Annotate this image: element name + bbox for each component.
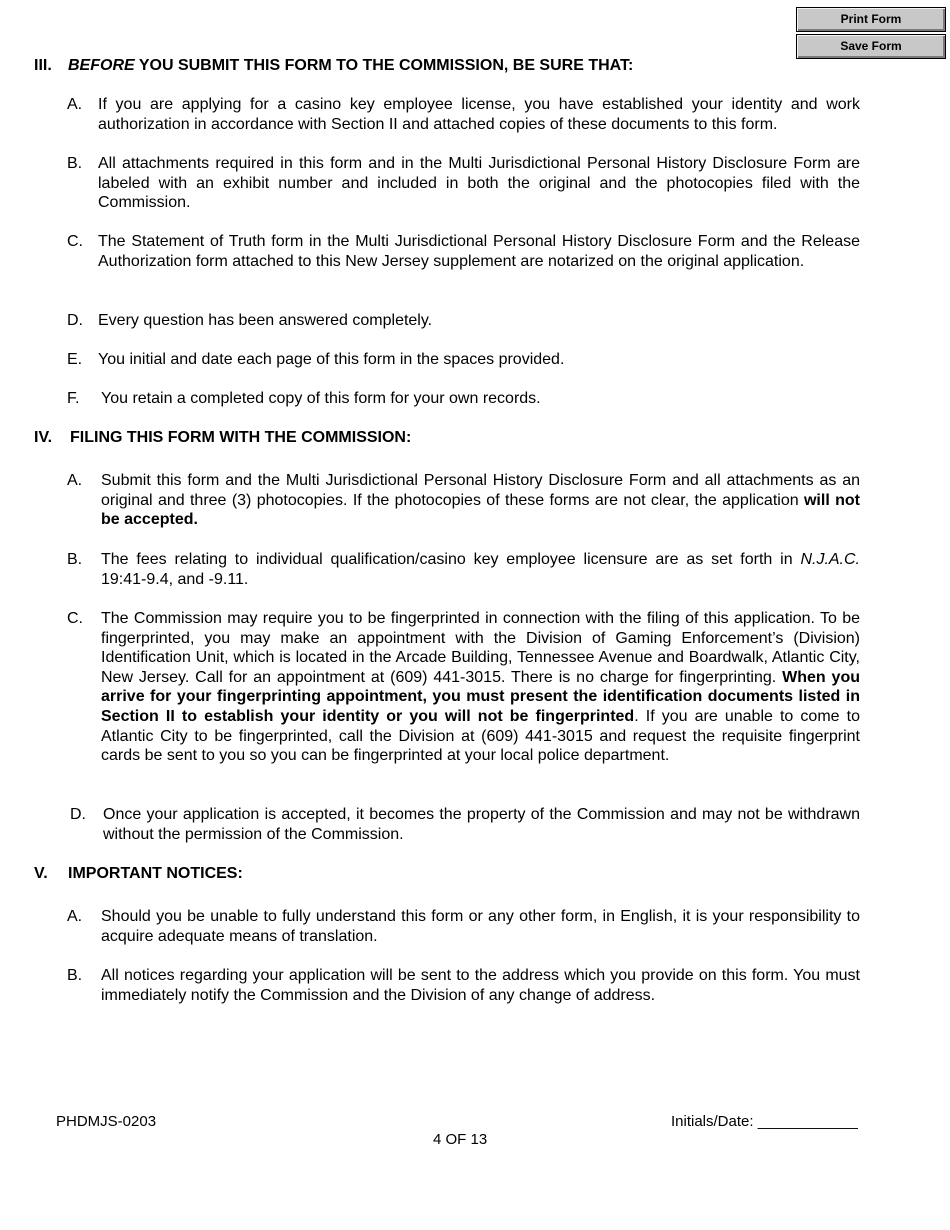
item-text	[67, 471, 860, 530]
section-iii-item-a	[67, 95, 860, 134]
section-iii-heading	[34, 56, 633, 76]
page-number: 4 OF 13	[433, 1131, 488, 1148]
item-text-part: The Commission may require you to be fingerprinted in connection with the filing of this application. To be fingerprinted, you may make an appointment with the Division of Gaming Enforcement’s (Division) Identification Unit, which is located in the Arcade Building, Tennessee Avenue and Boardwalk, Atlantic City, New Jersey. Call for an appointment at (609) 441-3015. There is no charge for fingerprinting.	[101, 610, 860, 686]
section-iii-item-c	[67, 232, 860, 271]
section-iv-item-d	[70, 805, 860, 844]
item-letter: D.	[67, 312, 83, 329]
save-form-button[interactable]: Save Form	[796, 34, 946, 59]
item-text-bold: When you arrive for your fingerprinting appointment, you must present the identification documents listed in Section II to establish your identity or you will not be fingerprinted	[101, 668, 860, 725]
section-iii-item-d	[67, 311, 860, 331]
item-text: The Statement of Truth form in the Multi Jurisdictional Personal History Disclosure Form and the Release Authorization form attached to this New Jersey supplement are notarized on the original application.	[98, 233, 860, 270]
item-letter: A.	[67, 96, 83, 113]
section-iv-heading	[34, 428, 411, 448]
item-letter: C.	[67, 610, 83, 627]
section-iv-title: FILING THIS FORM WITH THE COMMISSION:	[70, 429, 412, 446]
section-iv-number: IV.	[34, 429, 53, 446]
item-letter: A.	[67, 472, 83, 489]
section-v-heading	[34, 864, 243, 884]
item-letter: A.	[67, 908, 83, 925]
item-text: Should you be unable to fully understand this form or any other form, in English, it is your responsibility to acquire adequate means of translation.	[101, 908, 860, 945]
section-iv-item-b	[67, 550, 860, 589]
item-text: All notices regarding your application will be sent to the address which you provide on this form. You must immediately notify the Commission and the Division of any change of address.	[101, 967, 860, 1004]
section-iii-title: YOU SUBMIT THIS FORM TO THE COMMISSION, BE SURE THAT:	[134, 57, 634, 74]
section-v-item-b	[67, 966, 860, 1005]
item-text: You initial and date each page of this form in the spaces provided.	[98, 351, 565, 368]
section-iv-item-c	[67, 609, 860, 766]
section-iii-item-b	[67, 154, 860, 213]
section-iii-number: III.	[34, 57, 52, 74]
item-text-part: Submit this form and the Multi Jurisdictional Personal History Disclosure Form and all attachments as an original and three (3) photocopies. If the photocopies of these forms are not clear, the application	[101, 472, 860, 509]
item-letter: D.	[70, 806, 86, 823]
item-letter: B.	[67, 967, 83, 984]
item-text-italic: N.J.A.C.	[800, 551, 860, 568]
item-text	[67, 550, 860, 589]
initials-date-field[interactable]: Initials/Date: ____________	[671, 1113, 858, 1130]
item-text-part: The fees relating to individual qualification/casino key employee licensure are as set forth in	[101, 551, 801, 568]
section-iii-item-f	[67, 389, 860, 409]
item-text: Once your application is accepted, it becomes the property of the Commission and may not be withdrawn without the permission of the Commission.	[103, 806, 860, 843]
form-buttons	[796, 7, 946, 61]
section-v-number: V.	[34, 865, 48, 882]
item-text: You retain a completed copy of this form for your own records.	[101, 390, 541, 407]
section-iii-title-emphasis: BEFORE	[68, 57, 135, 74]
section-iii-item-e	[67, 350, 860, 370]
item-letter: E.	[67, 351, 83, 368]
item-text-part: . If you are unable to come to Atlantic City to be fingerprinted, call the Division at (609) 441-3015 and request the requisite fingerprint cards be sent to you so you can be fingerprinted at your local police department.	[101, 707, 860, 765]
item-letter: B.	[67, 551, 83, 568]
section-v-item-a	[67, 907, 860, 946]
item-text	[67, 609, 860, 766]
print-form-button[interactable]: Print Form	[796, 7, 946, 32]
section-v-title: IMPORTANT NOTICES:	[68, 865, 243, 882]
item-text-part: 19:41-9.4, and -9.11.	[101, 570, 249, 588]
item-letter: F.	[67, 390, 80, 407]
item-letter: B.	[67, 155, 83, 172]
form-id: PHDMJS-0203	[56, 1113, 157, 1130]
item-text: All attachments required in this form and in the Multi Jurisdictional Personal History Disclosure Form are labeled with an exhibit number and included in both the original and the photocopies filed with the Commission.	[98, 155, 860, 212]
item-letter: C.	[67, 233, 83, 250]
item-text-bold: will not be accepted.	[101, 491, 860, 529]
section-iv-item-a	[67, 471, 860, 530]
item-text: Every question has been answered completely.	[98, 312, 433, 329]
item-text: If you are applying for a casino key employee license, you have established your identity and work authorization in accordance with Section II and attached copies of these documents to this form.	[98, 96, 860, 133]
